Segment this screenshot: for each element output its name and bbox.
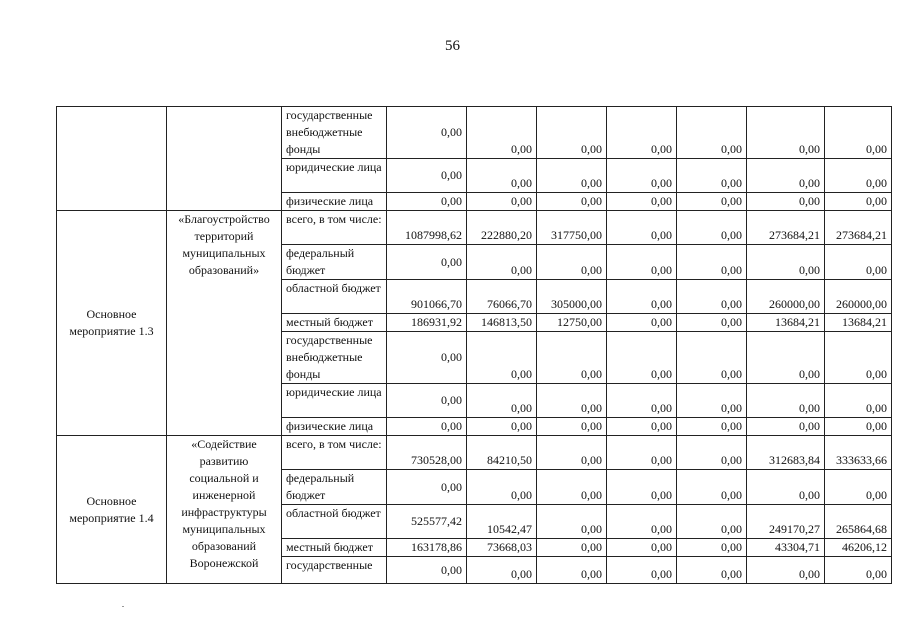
table-body — [57, 107, 892, 584]
activity-name-cell: «Благоустройство территорий муниципальных образований» — [167, 211, 282, 436]
table-row — [57, 211, 892, 245]
year-value-cell: 0,00 — [747, 332, 825, 384]
year-value-cell: 0,00 — [467, 384, 537, 418]
year-value-cell: 0,00 — [537, 159, 607, 193]
total-value-cell — [387, 280, 467, 314]
total-value: 730528,00 — [411, 453, 462, 467]
funding-source-cell: государственные — [282, 557, 387, 584]
year-value-cell: 273684,21 — [825, 211, 892, 245]
year-value-cell: 12750,00 — [537, 314, 607, 332]
year-value-cell: 0,00 — [537, 505, 607, 539]
year-value-cell: 0,00 — [537, 384, 607, 418]
total-value: 163178,86 — [411, 540, 462, 554]
year-value-cell: 0,00 — [537, 539, 607, 557]
total-value: 1087998,62 — [405, 228, 462, 242]
year-value-cell: 0,00 — [825, 159, 892, 193]
year-value-cell: 0,00 — [825, 557, 892, 584]
year-value-cell: 0,00 — [607, 470, 677, 505]
year-value-cell: 146813,50 — [467, 314, 537, 332]
year-value-cell: 0,00 — [825, 384, 892, 418]
total-value-cell — [387, 384, 467, 418]
funding-source-cell: всего, в том числе: — [282, 211, 387, 245]
year-value-cell: 0,00 — [467, 245, 537, 280]
group-label-cell: Основное мероприятие 1.3 — [57, 211, 167, 436]
year-value-cell: 0,00 — [607, 159, 677, 193]
activity-name-cell — [167, 107, 282, 211]
year-value-cell: 0,00 — [677, 557, 747, 584]
year-value-cell: 0,00 — [677, 470, 747, 505]
total-value-cell — [387, 436, 467, 470]
year-value-cell: 0,00 — [677, 418, 747, 436]
total-value-cell — [387, 107, 467, 159]
year-value-cell: 0,00 — [467, 159, 537, 193]
year-value-cell: 0,00 — [677, 193, 747, 211]
funding-source-cell: областной бюджет — [282, 505, 387, 539]
page-number: 56 — [445, 38, 460, 54]
year-value-cell: 0,00 — [607, 505, 677, 539]
year-value-cell: 0,00 — [467, 332, 537, 384]
year-value-cell: 0,00 — [677, 211, 747, 245]
year-value-cell: 43304,71 — [747, 539, 825, 557]
total-value-cell — [387, 418, 467, 436]
year-value-cell: 0,00 — [677, 245, 747, 280]
year-value-cell: 0,00 — [607, 211, 677, 245]
total-value-cell — [387, 332, 467, 384]
scan-artifact — [122, 606, 124, 607]
table-row — [57, 436, 892, 470]
year-value-cell: 0,00 — [747, 470, 825, 505]
year-value-cell: 273684,21 — [747, 211, 825, 245]
year-value-cell: 317750,00 — [537, 211, 607, 245]
year-value-cell: 0,00 — [467, 193, 537, 211]
year-value-cell: 0,00 — [747, 384, 825, 418]
year-value-cell: 333633,66 — [825, 436, 892, 470]
total-value: 0,00 — [441, 393, 462, 407]
year-value-cell: 0,00 — [607, 436, 677, 470]
total-value-cell — [387, 211, 467, 245]
year-value-cell: 0,00 — [747, 418, 825, 436]
year-value-cell: 0,00 — [537, 436, 607, 470]
year-value-cell: 0,00 — [747, 193, 825, 211]
funding-source-cell: местный бюджет — [282, 314, 387, 332]
year-value-cell: 76066,70 — [467, 280, 537, 314]
year-value-cell: 0,00 — [537, 557, 607, 584]
total-value: 0,00 — [441, 254, 462, 269]
year-value-cell: 0,00 — [467, 418, 537, 436]
total-value: 525577,42 — [411, 514, 462, 528]
total-value-cell — [387, 245, 467, 280]
table-row — [57, 107, 892, 159]
year-value-cell: 0,00 — [537, 418, 607, 436]
year-value-cell: 260000,00 — [825, 280, 892, 314]
year-value-cell: 0,00 — [607, 418, 677, 436]
year-value-cell: 0,00 — [467, 470, 537, 505]
year-value-cell: 0,00 — [677, 159, 747, 193]
year-value-cell: 84210,50 — [467, 436, 537, 470]
year-value-cell: 0,00 — [677, 539, 747, 557]
group-label-cell — [57, 107, 167, 211]
year-value-cell: 0,00 — [537, 107, 607, 159]
year-value-cell: 10542,47 — [467, 505, 537, 539]
year-value-cell: 0,00 — [467, 107, 537, 159]
year-value-cell: 0,00 — [677, 280, 747, 314]
year-value-cell: 0,00 — [467, 557, 537, 584]
funding-source-cell: физические лица — [282, 193, 387, 211]
year-value-cell: 0,00 — [677, 436, 747, 470]
year-value-cell: 312683,84 — [747, 436, 825, 470]
year-value-cell: 0,00 — [607, 193, 677, 211]
year-value-cell: 0,00 — [607, 280, 677, 314]
year-value-cell: 249170,27 — [747, 505, 825, 539]
budget-table — [56, 106, 892, 584]
year-value-cell: 0,00 — [607, 557, 677, 584]
funding-source-cell: федеральный бюджет — [282, 245, 387, 280]
year-value-cell: 0,00 — [677, 384, 747, 418]
total-value: 901066,70 — [411, 297, 462, 311]
year-value-cell: 0,00 — [825, 418, 892, 436]
year-value-cell: 0,00 — [747, 557, 825, 584]
year-value-cell: 0,00 — [607, 314, 677, 332]
total-value: 186931,92 — [411, 315, 462, 329]
group-label-cell: Основное мероприятие 1.4 — [57, 436, 167, 584]
year-value-cell: 13684,21 — [747, 314, 825, 332]
year-value-cell: 265864,68 — [825, 505, 892, 539]
year-value-cell: 305000,00 — [537, 280, 607, 314]
year-value-cell: 13684,21 — [825, 314, 892, 332]
funding-source-cell: областной бюджет — [282, 280, 387, 314]
year-value-cell: 222880,20 — [467, 211, 537, 245]
funding-source-cell: юридические лица — [282, 384, 387, 418]
year-value-cell: 73668,03 — [467, 539, 537, 557]
year-value-cell: 0,00 — [825, 193, 892, 211]
year-value-cell: 0,00 — [537, 193, 607, 211]
total-value-cell — [387, 314, 467, 332]
year-value-cell: 0,00 — [825, 107, 892, 159]
year-value-cell: 0,00 — [537, 470, 607, 505]
funding-source-cell: государственные внебюджетные фонды — [282, 332, 387, 384]
year-value-cell: 0,00 — [825, 245, 892, 280]
year-value-cell: 260000,00 — [747, 280, 825, 314]
total-value-cell — [387, 470, 467, 505]
funding-source-cell: всего, в том числе: — [282, 436, 387, 470]
year-value-cell: 0,00 — [537, 332, 607, 384]
year-value-cell: 0,00 — [607, 539, 677, 557]
year-value-cell: 0,00 — [825, 470, 892, 505]
activity-name-cell: «Содействие развитию социальной и инженерной инфраструктуры муниципальных образований Воронежской — [167, 436, 282, 584]
year-value-cell: 0,00 — [607, 245, 677, 280]
total-value: 0,00 — [441, 419, 462, 433]
year-value-cell: 0,00 — [825, 332, 892, 384]
total-value: 0,00 — [441, 479, 462, 494]
year-value-cell: 0,00 — [537, 245, 607, 280]
year-value-cell: 0,00 — [747, 107, 825, 159]
total-value-cell — [387, 193, 467, 211]
year-value-cell: 0,00 — [677, 505, 747, 539]
year-value-cell: 0,00 — [747, 159, 825, 193]
total-value-cell — [387, 505, 467, 539]
total-value-cell — [387, 557, 467, 584]
funding-source-cell: местный бюджет — [282, 539, 387, 557]
funding-source-cell: федеральный бюджет — [282, 470, 387, 505]
year-value-cell: 0,00 — [607, 332, 677, 384]
total-value: 0,00 — [441, 350, 462, 364]
year-value-cell: 0,00 — [677, 107, 747, 159]
total-value: 0,00 — [441, 194, 462, 208]
year-value-cell: 0,00 — [607, 384, 677, 418]
year-value-cell: 0,00 — [747, 245, 825, 280]
year-value-cell: 46206,12 — [825, 539, 892, 557]
year-value-cell: 0,00 — [677, 314, 747, 332]
total-value: 0,00 — [441, 168, 462, 182]
funding-source-cell: юридические лица — [282, 159, 387, 193]
total-value: 0,00 — [441, 562, 462, 577]
year-value-cell: 0,00 — [677, 332, 747, 384]
funding-source-cell: государственные внебюджетные фонды — [282, 107, 387, 159]
funding-source-cell: физические лица — [282, 418, 387, 436]
total-value-cell — [387, 539, 467, 557]
total-value: 0,00 — [441, 125, 462, 139]
year-value-cell: 0,00 — [607, 107, 677, 159]
total-value-cell — [387, 159, 467, 193]
